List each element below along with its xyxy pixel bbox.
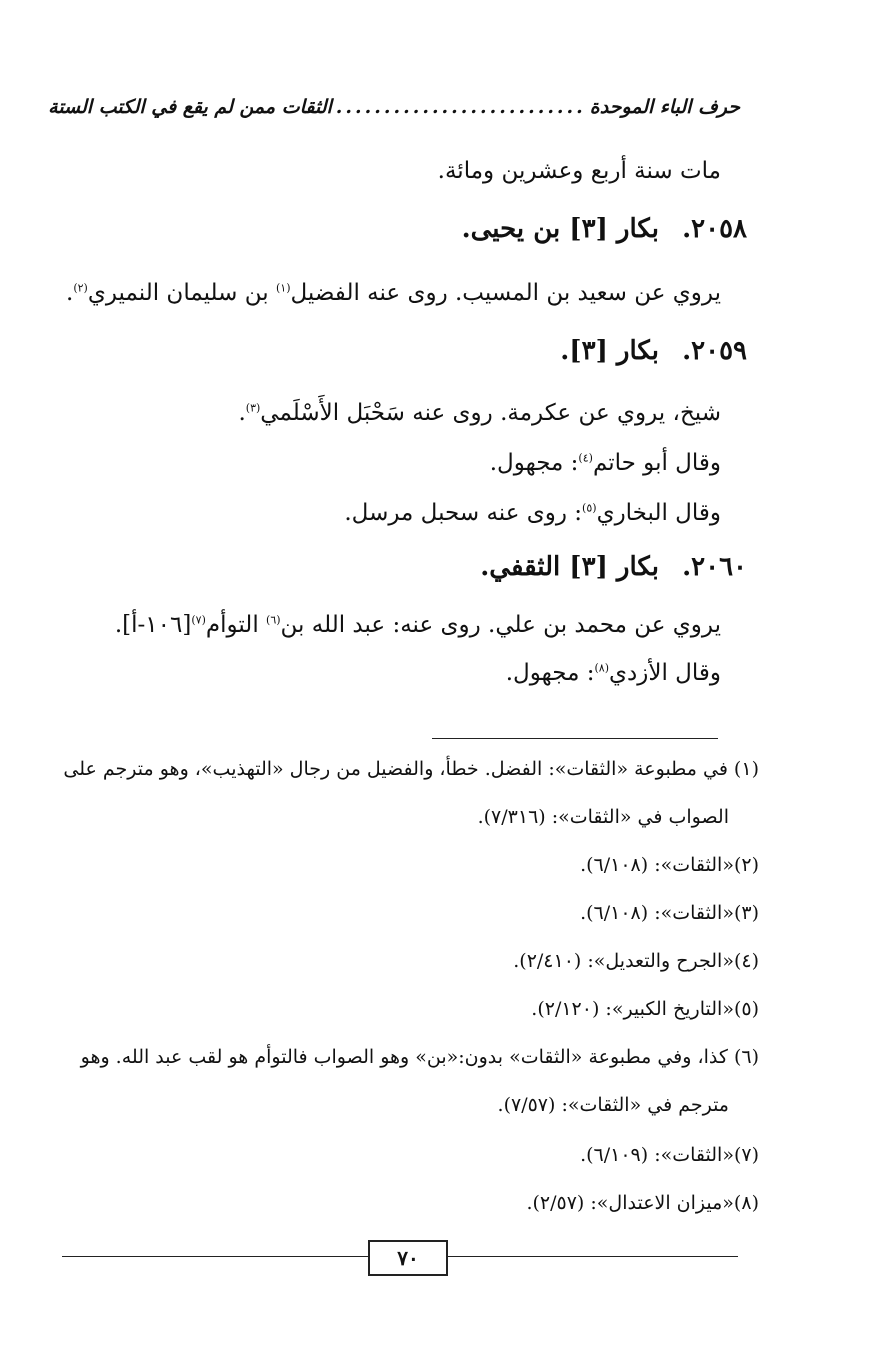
footnote-ref-3: (٣) — [245, 401, 261, 415]
body-line-3 — [238, 400, 721, 426]
entry-number: ٢٠٦٠. — [682, 552, 747, 582]
body-text: : روى عنه سحبل مرسل. — [344, 500, 583, 526]
footnote-separator — [432, 738, 718, 739]
body-text: وقال أبو حاتم — [592, 450, 721, 476]
footer-rule-right — [448, 1256, 738, 1257]
body-text: وقال البخاري — [596, 500, 721, 526]
body-line-5 — [344, 500, 721, 526]
entry-name: بكار [٣]. — [560, 336, 660, 366]
footnote-1-continued: الصواب في «الثقات»: (٧/٣١٦). — [477, 806, 729, 828]
entry-number: ٢٠٥٩. — [682, 336, 747, 366]
entry-heading-2059 — [560, 336, 747, 366]
footnote-6: (٦) كذا، وفي مطبوعة «الثقات» بدون:«بن» وهو الصواب فالتوأم هو لقب عبد الله. وهو — [80, 1046, 759, 1068]
entry-number: ٢٠٥٨. — [682, 214, 747, 244]
header-chapter: حرف الباء الموحدة — [589, 96, 740, 118]
running-header — [48, 96, 740, 118]
body-line-4 — [490, 450, 721, 476]
entry-heading-2058 — [462, 214, 747, 244]
body-text: . — [238, 400, 246, 426]
header-book-title: الثقات ممن لم يقع في الكتب الستة — [48, 96, 332, 118]
body-line-1 — [438, 158, 721, 184]
footnote-ref-5: (٥) — [582, 501, 597, 515]
body-line-6 — [115, 612, 721, 638]
header-dots: .......................... — [335, 96, 586, 118]
entry-heading-2060 — [480, 552, 747, 582]
body-text: يروي عن سعيد بن المسيب. روى عنه الفضيل — [290, 280, 721, 306]
footnote-ref-6: (٦) — [266, 613, 281, 627]
footer-rule-left — [62, 1256, 368, 1257]
body-text: شيخ، يروي عن عكرمة. روى عنه سَحْبَل الأَسْلَمي — [260, 400, 721, 426]
footnote-7: (٧)«الثقات»: (٦/١٠٩). — [580, 1144, 759, 1166]
footnote-ref-8: (٨) — [594, 661, 609, 675]
body-line-7 — [506, 660, 721, 686]
footnote-ref-2: (٢) — [73, 281, 88, 295]
footnote-6-continued: مترجم في «الثقات»: (٧/٥٧). — [497, 1094, 729, 1116]
body-text: يروي عن محمد بن علي. روى عنه: عبد الله بن — [280, 612, 721, 638]
body-text: [١٠٦-أ]. — [114, 612, 192, 638]
body-text: وقال الأزدي — [609, 660, 721, 686]
body-text: . — [66, 280, 74, 306]
footnote-ref-7: (٧) — [191, 613, 206, 627]
entry-name: بكار [٣] الثقفي. — [480, 552, 660, 582]
footnote-3: (٣)«الثقات»: (٦/١٠٨). — [580, 902, 759, 924]
body-text: : مجهول. — [505, 660, 595, 686]
body-text: التوأم — [205, 612, 267, 638]
body-text: مات سنة أربع وعشرين ومائة. — [437, 158, 721, 184]
footnote-ref-4: (٤) — [578, 451, 593, 465]
footnote-1: (١) في مطبوعة «الثقات»: الفضل. خطأ، والفضيل من رجال «التهذيب»، وهو مترجم على — [63, 758, 759, 780]
footnote-5: (٥)«التاريخ الكبير»: (٢/١٢٠). — [531, 998, 759, 1020]
footnote-ref-1: (١) — [275, 281, 291, 295]
entry-name: بكار [٣] بن يحيى. — [461, 214, 660, 244]
footnote-2: (٢)«الثقات»: (٦/١٠٨). — [580, 854, 759, 876]
footnote-8: (٨)«ميزان الاعتدال»: (٢/٥٧). — [526, 1192, 759, 1214]
footnote-4: (٤)«الجرح والتعديل»: (٢/٤١٠). — [513, 950, 759, 972]
body-text: بن سليمان النميري — [87, 280, 276, 306]
body-text: : مجهول. — [489, 450, 579, 476]
page-number: ٧٠ — [368, 1240, 448, 1276]
body-line-2 — [66, 280, 721, 306]
